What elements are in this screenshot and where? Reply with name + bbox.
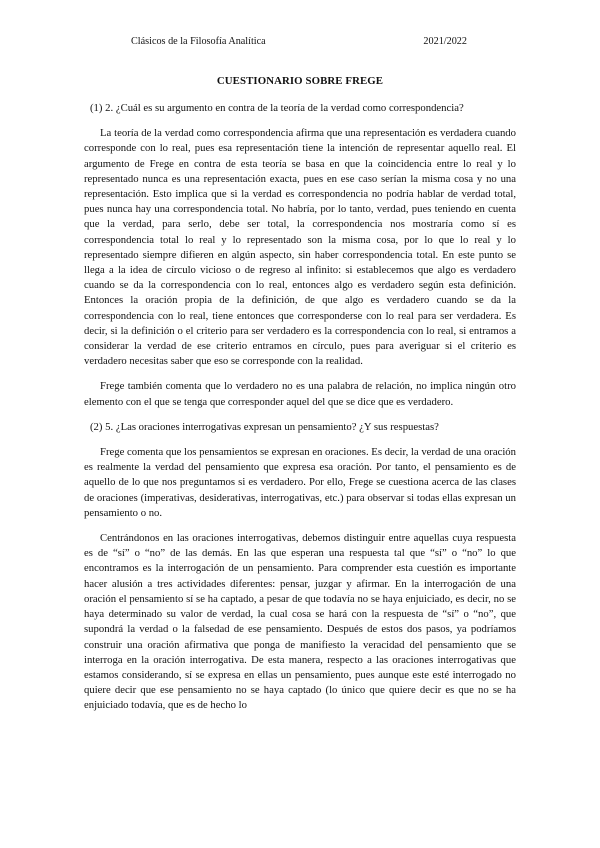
document-body (84, 101, 516, 724)
question-heading: (2) 5. ¿Las oraciones interrogativas expresan un pensamiento? ¿Y sus respuestas? (90, 420, 439, 433)
answer-paragraph: La teoría de la verdad como correspondencia afirma que una representación es verdadera cuando corresponde con lo real, pues esa representación tiene la intención de representar aquello real. El argumento de Frege en contra de esta teoría se basa en que la coincidencia entre lo real y lo representado nunca es una representación exacta, pues en ese caso serían la misma cosa y no una representación. Esto implica que si la verdad es correspondencia no podría hablar de verdad total, pues nunca hay una correspondencia total. No habría, por lo tanto, verdad, pues teniendo en cuenta que la verdad, para serlo, debe ser total, la correspondencia nos mostraría como sí es correspondencia total lo real y lo representado son la misma cosa, por lo que lo real y lo representado siempre difieren en algún aspecto, sin haber correspondencia total. En este punto se llega a la idea de círculo vicioso o de regreso al infinito: si establecemos que algo es verdadero cuando se da la correspondencia con lo real, entonces algo es verdadero según esta definición. Entonces la oración propia de la definición, de que algo es verdadero cuando se da la correspondencia con lo real, tiene entonces que corresponderse con lo real para ser verdadera. Es decir, si la definición o el criterio para ser verdadero es la correspondencia con lo real, si entramos a considerar la verdad de ese criterio entramos en círculo, pues para averiguar si el criterio es verdadero necesitas saber que eso se corresponde con la realidad. (84, 127, 516, 368)
academic-year: 2021/2022 (423, 36, 467, 47)
document-title: CUESTIONARIO SOBRE FREGE (216, 75, 384, 87)
course-name: Clásicos de la Filosofía Analítica (131, 36, 266, 47)
answer-paragraph: Centrándonos en las oraciones interrogativas, debemos distinguir entre aquellas cuya respuesta es de “sí” o “no” de las demás. En las que esperan una respuesta tal que “sí” o “no” lo que encontramos es la interrogación de un pensamiento. Para comprender esta cuestión es importante hacer alusión a tres actividades diferentes: pensar, juzgar y afirmar. En la interrogación de una oración el pensamiento sí se ha captado, a pesar de que todavía no se haya enjuiciado, es decir, no se haya determinado su valor de verdad, la cual cosa se hará con la respuesta de “sí” o “no”, que supondrá la verdad o la falsedad de ese pensamiento. Después de estos dos pasos, ya podríamos construir una oración afirmativa que ponga de manifiesto la veracidad del pensamiento que se interroga en la oración interrogativa. De esta manera, respecto a las oraciones interrogativas que estamos considerando, sí se expresa en ellas un pensamiento, pues aunque este esté interrogado no quiere decir que ese pensamiento no se haya captado (lo único que quiere decir es que no se ha enjuiciado todavía, que es de hecho lo (84, 532, 516, 712)
page-header (131, 36, 467, 47)
answer-paragraph: Frege comenta que los pensamientos se expresan en oraciones. Es decir, la verdad de una oración es realmente la verdad del pensamiento que expresa esa oración. Por tanto, el pensamiento es de aquello de lo que nos preguntamos si es verdadero. Por ello, Frege se cuestiona acerca de las clases de oraciones (imperativas, desiderativas, interrogativas, etc.) para observar si todas ellas expresan un pensamiento o no. (84, 446, 516, 519)
answer-paragraph: Frege también comenta que lo verdadero no es una palabra de relación, no implica ningún otro elemento con el que se tenga que corresponder aquel del que se dice que es verdadero. (84, 380, 516, 408)
question-heading: (1) 2. ¿Cuál es su argumento en contra de la teoría de la verdad como correspondencia? (90, 102, 464, 114)
